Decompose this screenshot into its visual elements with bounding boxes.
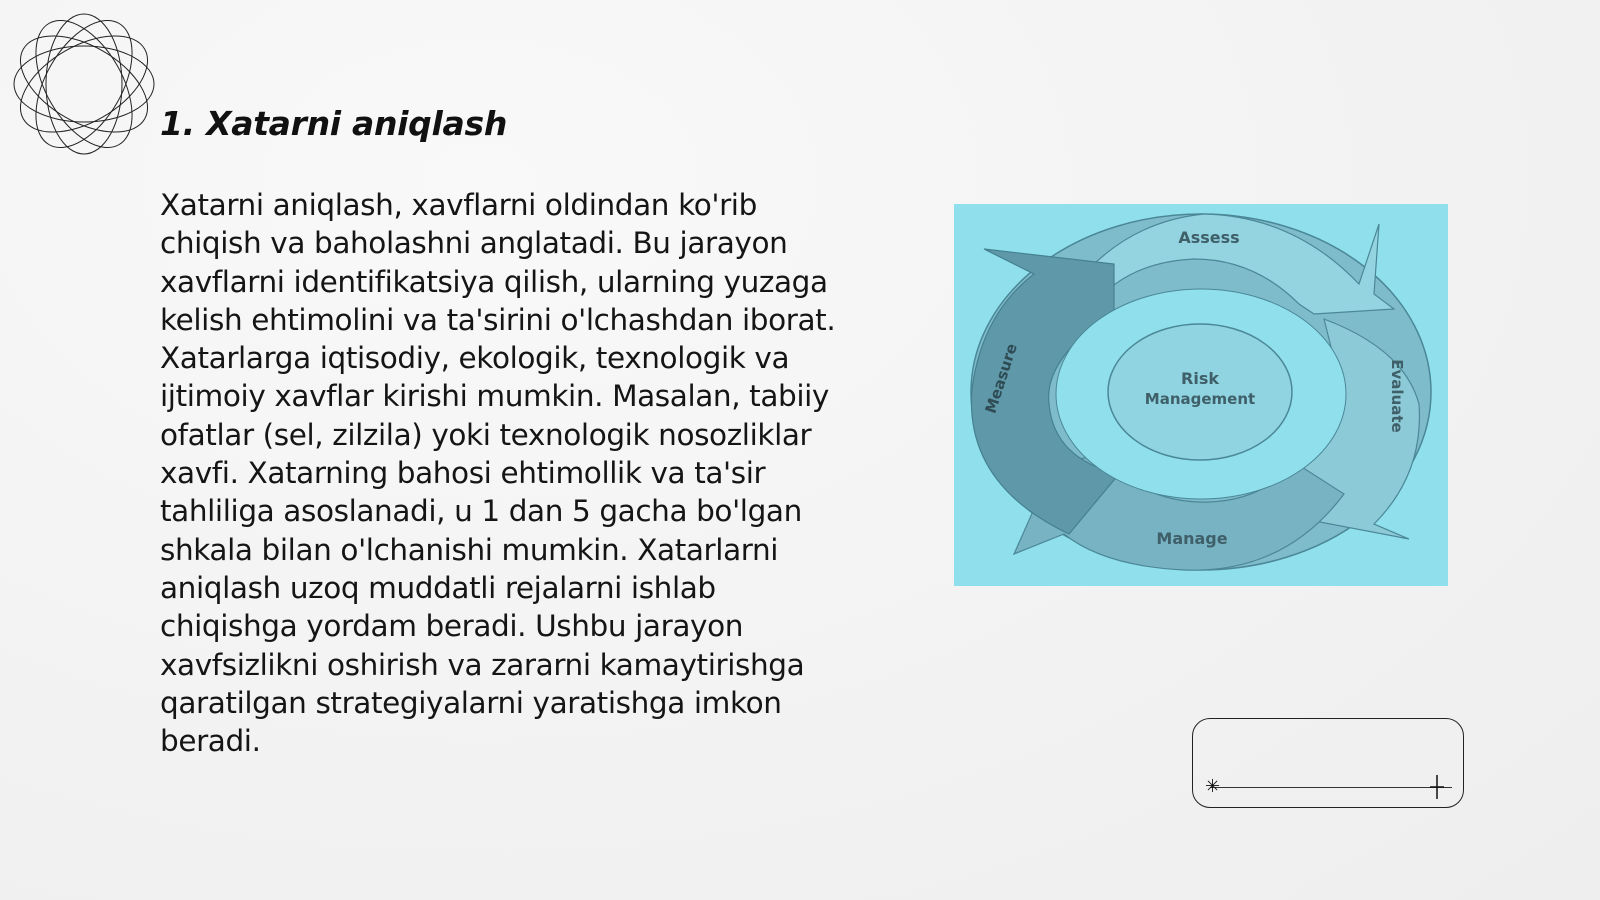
cross-star-icon bbox=[1430, 775, 1444, 799]
navigation-line bbox=[1210, 787, 1452, 788]
slide-title: 1. Xatarni aniqlash bbox=[160, 104, 508, 143]
evaluate-label: Evaluate bbox=[1388, 359, 1406, 433]
sparkle-icon: ✳ bbox=[1205, 776, 1221, 797]
assess-label: Assess bbox=[1178, 228, 1240, 247]
risk-management-cycle-diagram bbox=[954, 204, 1448, 586]
manage-label: Manage bbox=[1156, 529, 1228, 548]
orbit-rings-icon bbox=[10, 10, 158, 158]
center-label-management: Management bbox=[1144, 390, 1256, 408]
navigation-box bbox=[1192, 718, 1464, 808]
measure-label: Measure bbox=[981, 341, 1021, 416]
center-label-risk: Risk bbox=[1181, 369, 1219, 388]
body-paragraph: Xatarni aniqlash, xavflarni oldindan ko'rib chiqish va baholashni anglatadi. Bu jarayon xavflarni identifikatsiya qilish, ularning yuzaga kelish ehtimolini va ta'sirini o'lchashdan iborat. Xatarlarga iqtisodiy, ekologik, texnologik va ijtimoiy xavflar kirishi mumkin. Masalan, tabiiy ofatlar (sel, zilzila) yoki texnologik nosozliklar xavfi. Xatarning bahosi ehtimollik va ta'sir tahliliga asoslanadi, u 1 dan 5 gacha bo'lgan shkala bilan o'lchanishi mumkin. Xatarlarni aniqlash uzoq muddatli rejalarni ishlab chiqishga yordam beradi. Ushbu jarayon xavfsizlikni oshirish va zararni kamaytirishga qaratilgan strategiyalarni yaratishga imkon beradi. bbox=[160, 188, 836, 759]
